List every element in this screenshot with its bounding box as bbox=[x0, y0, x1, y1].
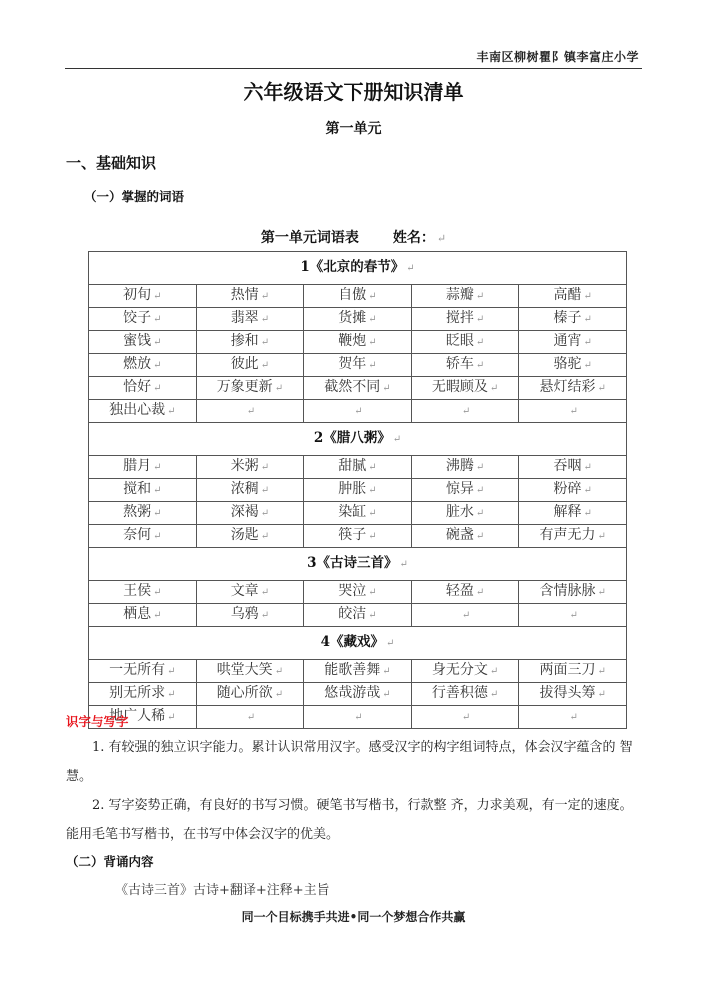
word-cell bbox=[411, 331, 519, 354]
word-text: 掺和 bbox=[230, 333, 259, 349]
return-mark-icon: ↵ bbox=[153, 337, 162, 348]
word-cell bbox=[304, 706, 412, 729]
return-mark-icon: ↵ bbox=[597, 587, 606, 598]
word-cell bbox=[304, 581, 412, 604]
literacy-item-2: 2. 写字姿势正确，有良好的书写习惯。硬笔书写楷书，行款整 齐，力求美观，有一定的速度。能用毛笔书写楷书，在书写中体会汉字的优美。 bbox=[66, 798, 633, 842]
word-cell bbox=[411, 581, 519, 604]
lesson-header-row bbox=[89, 252, 627, 285]
table-row bbox=[89, 377, 627, 400]
section-heading-basics: 一、基础知识 bbox=[66, 154, 157, 172]
word-cell bbox=[196, 456, 304, 479]
word-text: 能歌善舞 bbox=[324, 662, 381, 678]
word-cell bbox=[196, 377, 304, 400]
word-text: 随心所欲 bbox=[216, 685, 273, 701]
word-cell bbox=[519, 502, 627, 525]
word-text: 贺年 bbox=[338, 356, 367, 372]
return-mark-icon: ↵ bbox=[461, 712, 471, 723]
word-cell bbox=[196, 683, 304, 706]
word-text: 熬粥 bbox=[123, 504, 152, 520]
word-cell bbox=[519, 285, 627, 308]
word-cell bbox=[411, 400, 519, 423]
word-text: 脏水 bbox=[445, 504, 474, 520]
word-text: 奈何 bbox=[123, 527, 152, 543]
word-cell bbox=[519, 604, 627, 627]
return-mark-icon: ↵ bbox=[475, 508, 485, 519]
return-mark-icon: ↵ bbox=[274, 689, 284, 700]
return-mark-icon: ↵ bbox=[475, 462, 485, 473]
word-text: 碗盏 bbox=[445, 527, 474, 543]
word-cell bbox=[304, 502, 412, 525]
return-mark-icon: ↵ bbox=[368, 360, 377, 371]
word-text: 乌鸦 bbox=[230, 606, 259, 622]
word-text: 蒜瓣 bbox=[445, 287, 474, 303]
word-text: 粉碎 bbox=[553, 481, 582, 497]
vocabulary-table bbox=[88, 251, 627, 729]
word-text: 地广人稀 bbox=[109, 708, 166, 724]
word-text: 万象更新 bbox=[216, 379, 273, 395]
word-cell bbox=[519, 581, 627, 604]
word-text: 米粥 bbox=[230, 458, 259, 474]
word-cell bbox=[304, 285, 412, 308]
word-text: 翡翠 bbox=[230, 310, 259, 326]
word-cell bbox=[411, 660, 519, 683]
return-mark-icon: ↵ bbox=[386, 638, 395, 649]
word-text: 一无所有 bbox=[109, 662, 166, 678]
return-mark-icon: ↵ bbox=[583, 508, 592, 519]
word-cell bbox=[411, 479, 519, 502]
word-text: 文章 bbox=[230, 583, 259, 599]
return-mark-icon: ↵ bbox=[569, 610, 578, 621]
return-mark-icon: ↵ bbox=[382, 383, 391, 394]
word-text: 身无分文 bbox=[431, 662, 488, 678]
word-text: 哭泣 bbox=[338, 583, 367, 599]
word-cell bbox=[411, 683, 519, 706]
return-mark-icon: ↵ bbox=[489, 689, 499, 700]
word-text: 拔得头筹 bbox=[539, 685, 596, 701]
return-mark-icon: ↵ bbox=[354, 406, 363, 417]
return-mark-icon: ↵ bbox=[167, 712, 176, 723]
word-text: 截然不同 bbox=[324, 379, 381, 395]
return-mark-icon: ↵ bbox=[368, 610, 377, 621]
word-text: 鞭炮 bbox=[338, 333, 367, 349]
return-mark-icon: ↵ bbox=[489, 383, 499, 394]
subsection-heading-recite: （二）背诵内容 bbox=[66, 854, 154, 869]
word-cell bbox=[89, 400, 197, 423]
word-text: 轿车 bbox=[445, 356, 474, 372]
word-cell bbox=[411, 308, 519, 331]
word-text: 燃放 bbox=[123, 356, 152, 372]
word-text: 哄堂大笑 bbox=[216, 662, 273, 678]
literacy-item-1: 1. 有较强的独立识字能力。累计认识常用汉字。感受汉字的构字组词特点，体会汉字蕴含的 智慧。 bbox=[66, 740, 633, 784]
word-text: 筷子 bbox=[338, 527, 367, 543]
word-text: 浓稠 bbox=[230, 481, 259, 497]
lesson-title bbox=[89, 627, 627, 660]
return-mark-icon: ↵ bbox=[153, 291, 162, 302]
return-mark-icon: ↵ bbox=[597, 689, 606, 700]
word-cell bbox=[411, 502, 519, 525]
word-cell bbox=[519, 660, 627, 683]
school-header: 丰南区柳树瞿阝镇李富庄小学 bbox=[476, 50, 639, 64]
word-cell bbox=[519, 525, 627, 548]
word-cell bbox=[304, 479, 412, 502]
return-mark-icon: ↵ bbox=[583, 360, 592, 371]
word-text: 王侯 bbox=[123, 583, 152, 599]
literacy-heading: 识字与写字 bbox=[66, 714, 129, 729]
return-mark-icon: ↵ bbox=[461, 610, 471, 621]
subsection-heading-words: （一）掌握的词语 bbox=[84, 189, 185, 204]
word-text: 通宵 bbox=[553, 333, 582, 349]
word-text: 皎洁 bbox=[338, 606, 367, 622]
return-mark-icon: ↵ bbox=[569, 712, 578, 723]
word-text: 蜜饯 bbox=[123, 333, 152, 349]
word-cell bbox=[196, 400, 304, 423]
return-mark-icon: ↵ bbox=[246, 712, 256, 723]
table-row bbox=[89, 525, 627, 548]
word-cell bbox=[89, 683, 197, 706]
return-mark-icon: ↵ bbox=[569, 406, 578, 417]
table-row bbox=[89, 479, 627, 502]
word-cell bbox=[519, 377, 627, 400]
return-mark-icon: ↵ bbox=[153, 383, 162, 394]
word-cell bbox=[196, 331, 304, 354]
lesson-title bbox=[89, 548, 627, 581]
return-mark-icon: ↵ bbox=[260, 337, 270, 348]
word-text: 骆驼 bbox=[553, 356, 582, 372]
return-mark-icon: ↵ bbox=[368, 587, 377, 598]
word-text: 解释 bbox=[553, 504, 582, 520]
word-cell bbox=[196, 308, 304, 331]
return-mark-icon: ↵ bbox=[260, 314, 270, 325]
word-text: 无暇顾及 bbox=[431, 379, 488, 395]
word-cell bbox=[519, 400, 627, 423]
lesson-title bbox=[89, 252, 627, 285]
word-text: 独出心裁 bbox=[109, 402, 166, 418]
word-cell bbox=[304, 400, 412, 423]
word-text: 饺子 bbox=[123, 310, 152, 326]
word-cell bbox=[196, 706, 304, 729]
table-row bbox=[89, 581, 627, 604]
word-cell bbox=[411, 456, 519, 479]
word-text: 眨眼 bbox=[445, 333, 474, 349]
return-mark-icon: ↵ bbox=[153, 485, 162, 496]
word-cell bbox=[519, 308, 627, 331]
return-mark-icon: ↵ bbox=[489, 666, 499, 677]
return-mark-icon: ↵ bbox=[274, 666, 284, 677]
word-text: 深褐 bbox=[230, 504, 259, 520]
word-text: 染缸 bbox=[338, 504, 367, 520]
word-text: 栖息 bbox=[123, 606, 152, 622]
word-text: 初旬 bbox=[123, 287, 152, 303]
word-cell bbox=[89, 502, 197, 525]
lesson-title-text: 2《腊八粥》 bbox=[313, 430, 391, 446]
return-mark-icon: ↵ bbox=[153, 587, 162, 598]
return-mark-icon: ↵ bbox=[153, 462, 162, 473]
word-text: 吞咽 bbox=[553, 458, 582, 474]
table-row bbox=[89, 331, 627, 354]
word-cell bbox=[304, 604, 412, 627]
word-text: 高醋 bbox=[553, 287, 582, 303]
return-mark-icon: ↵ bbox=[368, 485, 377, 496]
return-mark-icon: ↵ bbox=[475, 337, 485, 348]
table-caption bbox=[0, 227, 707, 247]
return-mark-icon: ↵ bbox=[260, 485, 270, 496]
lesson-title-text: 3《古诗三首》 bbox=[307, 555, 398, 571]
word-text: 沸腾 bbox=[445, 458, 474, 474]
word-cell bbox=[519, 456, 627, 479]
word-text: 货摊 bbox=[338, 310, 367, 326]
return-mark-icon: ↵ bbox=[368, 531, 377, 542]
return-mark-icon: ↵ bbox=[583, 462, 592, 473]
word-cell bbox=[304, 331, 412, 354]
word-cell bbox=[304, 525, 412, 548]
return-mark-icon: ↵ bbox=[392, 434, 402, 445]
return-mark-icon: ↵ bbox=[597, 383, 606, 394]
word-cell bbox=[519, 331, 627, 354]
word-cell bbox=[519, 479, 627, 502]
return-mark-icon: ↵ bbox=[246, 406, 256, 417]
return-mark-icon: ↵ bbox=[382, 666, 391, 677]
table-row bbox=[89, 308, 627, 331]
word-cell bbox=[411, 604, 519, 627]
table-row bbox=[89, 660, 627, 683]
table-row bbox=[89, 354, 627, 377]
word-cell bbox=[411, 285, 519, 308]
table-caption-title: 第一单元词语表 bbox=[260, 230, 359, 246]
table-row bbox=[89, 285, 627, 308]
word-cell bbox=[89, 660, 197, 683]
word-cell bbox=[89, 331, 197, 354]
word-cell bbox=[411, 354, 519, 377]
return-mark-icon: ↵ bbox=[260, 508, 270, 519]
lesson-title bbox=[89, 423, 627, 456]
return-mark-icon: ↵ bbox=[354, 712, 363, 723]
return-mark-icon: ↵ bbox=[461, 406, 471, 417]
word-cell bbox=[196, 604, 304, 627]
table-row bbox=[89, 400, 627, 423]
word-cell bbox=[89, 456, 197, 479]
return-mark-icon: ↵ bbox=[260, 360, 270, 371]
word-text: 肿胀 bbox=[338, 481, 367, 497]
word-text: 两面三刀 bbox=[539, 662, 596, 678]
return-mark-icon: ↵ bbox=[382, 689, 391, 700]
word-text: 有声无力 bbox=[539, 527, 596, 543]
return-mark-icon: ↵ bbox=[368, 462, 377, 473]
word-text: 惊异 bbox=[445, 481, 474, 497]
return-mark-icon: ↵ bbox=[167, 406, 176, 417]
return-mark-icon: ↵ bbox=[260, 531, 270, 542]
word-cell bbox=[519, 354, 627, 377]
lesson-header-row bbox=[89, 627, 627, 660]
table-row bbox=[89, 502, 627, 525]
word-cell bbox=[196, 354, 304, 377]
return-mark-icon: ↵ bbox=[583, 485, 592, 496]
lesson-header-row bbox=[89, 548, 627, 581]
word-text: 汤匙 bbox=[230, 527, 259, 543]
word-text: 悠哉游哉 bbox=[324, 685, 381, 701]
word-text: 彼此 bbox=[230, 356, 259, 372]
word-text: 甜腻 bbox=[338, 458, 367, 474]
lesson-title-text: 1《北京的春节》 bbox=[300, 259, 405, 275]
return-mark-icon: ↵ bbox=[153, 508, 162, 519]
return-mark-icon: ↵ bbox=[260, 462, 270, 473]
table-row bbox=[89, 683, 627, 706]
word-text: 自傲 bbox=[338, 287, 367, 303]
return-mark-icon: ↵ bbox=[475, 531, 485, 542]
return-mark-icon: ↵ bbox=[583, 314, 592, 325]
return-mark-icon: ↵ bbox=[583, 337, 592, 348]
word-cell bbox=[89, 285, 197, 308]
return-mark-icon: ↵ bbox=[475, 360, 485, 371]
return-mark-icon: ↵ bbox=[399, 559, 408, 570]
word-text: 悬灯结彩 bbox=[539, 379, 596, 395]
word-cell bbox=[411, 525, 519, 548]
return-mark-icon: ↵ bbox=[368, 291, 377, 302]
word-cell bbox=[519, 683, 627, 706]
recite-content: 《古诗三首》古诗+翻译+注释+主旨 bbox=[115, 883, 330, 898]
word-cell bbox=[304, 456, 412, 479]
word-text: 轻盈 bbox=[445, 583, 474, 599]
table-row bbox=[89, 706, 627, 729]
word-cell bbox=[304, 660, 412, 683]
lesson-header-row bbox=[89, 423, 627, 456]
word-cell bbox=[89, 354, 197, 377]
word-cell bbox=[196, 502, 304, 525]
word-text: 含情脉脉 bbox=[539, 583, 596, 599]
return-mark-icon: ↵ bbox=[153, 360, 162, 371]
word-cell bbox=[89, 479, 197, 502]
return-mark-icon: ↵ bbox=[583, 291, 592, 302]
word-cell bbox=[304, 683, 412, 706]
word-text: 热情 bbox=[230, 287, 259, 303]
word-cell bbox=[89, 377, 197, 400]
word-cell bbox=[89, 308, 197, 331]
header-rule bbox=[65, 68, 642, 69]
word-cell bbox=[304, 308, 412, 331]
return-mark-icon: ↵ bbox=[475, 587, 485, 598]
word-text: 行善积德 bbox=[431, 685, 488, 701]
return-mark-icon: ↵ bbox=[274, 383, 284, 394]
word-cell bbox=[89, 525, 197, 548]
word-text: 恰好 bbox=[123, 379, 152, 395]
word-text: 别无所求 bbox=[109, 685, 166, 701]
return-mark-icon: ↵ bbox=[406, 263, 415, 274]
page-title: 六年级语文下册知识清单 bbox=[243, 80, 464, 104]
word-cell bbox=[196, 525, 304, 548]
table-row bbox=[89, 604, 627, 627]
lesson-title-text: 4《藏戏》 bbox=[320, 634, 384, 650]
word-cell bbox=[196, 285, 304, 308]
word-cell bbox=[89, 581, 197, 604]
unit-title: 第一单元 bbox=[325, 121, 382, 137]
return-mark-icon: ↵ bbox=[475, 291, 485, 302]
word-cell bbox=[304, 354, 412, 377]
word-cell bbox=[196, 660, 304, 683]
return-mark-icon: ↵ bbox=[260, 587, 270, 598]
return-mark-icon: ↵ bbox=[597, 666, 606, 677]
word-text: 搅和 bbox=[123, 481, 152, 497]
return-mark-icon: ↵ bbox=[167, 666, 176, 677]
word-cell bbox=[411, 706, 519, 729]
word-cell bbox=[196, 581, 304, 604]
word-cell bbox=[411, 377, 519, 400]
word-cell bbox=[196, 479, 304, 502]
return-mark-icon: ↵ bbox=[167, 689, 176, 700]
table-row bbox=[89, 456, 627, 479]
page-footer: 同一个目标携手共进•同一个梦想合作共赢 bbox=[241, 910, 466, 924]
return-mark-icon: ↵ bbox=[475, 314, 485, 325]
word-cell bbox=[304, 377, 412, 400]
return-mark-icon: ↵ bbox=[368, 508, 377, 519]
return-mark-icon: ↵ bbox=[436, 232, 447, 245]
return-mark-icon: ↵ bbox=[475, 485, 485, 496]
word-text: 腊月 bbox=[123, 458, 152, 474]
return-mark-icon: ↵ bbox=[368, 314, 377, 325]
word-cell bbox=[89, 604, 197, 627]
return-mark-icon: ↵ bbox=[597, 531, 606, 542]
word-text: 搅拌 bbox=[445, 310, 474, 326]
return-mark-icon: ↵ bbox=[368, 337, 377, 348]
return-mark-icon: ↵ bbox=[260, 610, 270, 621]
word-text: 榛子 bbox=[553, 310, 582, 326]
name-label: 姓名： bbox=[392, 230, 435, 246]
return-mark-icon: ↵ bbox=[260, 291, 270, 302]
return-mark-icon: ↵ bbox=[153, 314, 162, 325]
word-cell bbox=[519, 706, 627, 729]
return-mark-icon: ↵ bbox=[153, 531, 162, 542]
return-mark-icon: ↵ bbox=[153, 610, 162, 621]
